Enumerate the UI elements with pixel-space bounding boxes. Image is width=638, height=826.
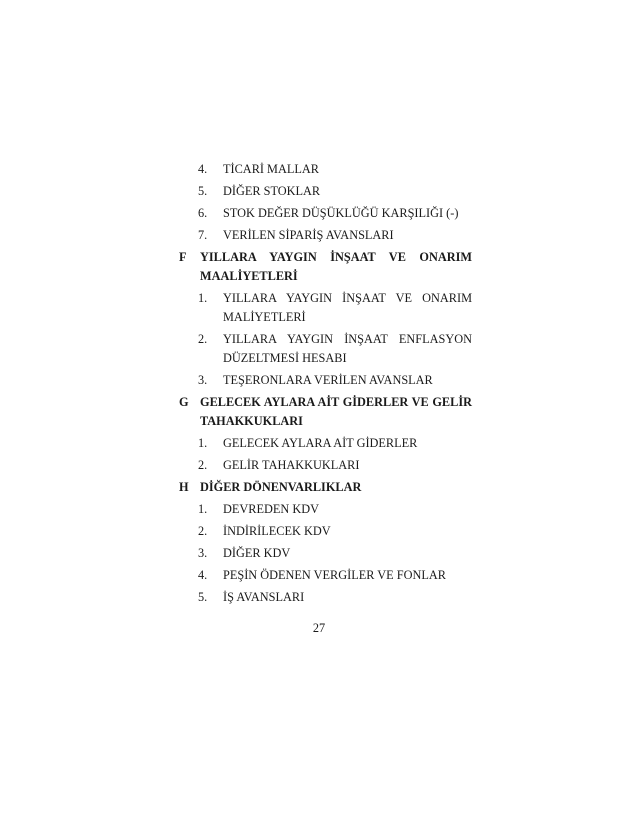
item-text: YILLARA YAYGIN İNŞAAT ENFLASYON DÜZELTMESİ HESABI xyxy=(223,332,472,365)
section-title: YILLARA YAYGIN İNŞAAT VE ONARIM MAALİYETLERİ xyxy=(200,250,472,283)
list-item xyxy=(198,588,472,607)
section-heading-h xyxy=(179,478,472,497)
item-text: DİĞER STOKLAR xyxy=(223,184,321,198)
item-text: VERİLEN SİPARİŞ AVANSLARI xyxy=(223,228,394,242)
item-number: 3. xyxy=(198,373,208,387)
list-item xyxy=(198,434,472,453)
section-letter: H xyxy=(179,480,189,494)
list-item xyxy=(198,289,472,327)
page-number: 27 xyxy=(312,621,326,635)
list-item xyxy=(198,522,472,541)
list-item xyxy=(198,226,472,245)
item-text: TEŞERONLARA VERİLEN AVANSLAR xyxy=(223,373,433,387)
item-number: 5. xyxy=(198,590,208,604)
list-item xyxy=(198,330,472,368)
item-number: 2. xyxy=(198,524,208,538)
item-number: 6. xyxy=(198,206,208,220)
item-text: YILLARA YAYGIN İNŞAAT VE ONARIM MALİYETLERİ xyxy=(223,291,472,324)
item-number: 7. xyxy=(198,228,208,242)
item-text: GELİR TAHAKKUKLARI xyxy=(223,458,360,472)
item-text: İŞ AVANSLARI xyxy=(223,590,305,604)
item-text: İNDİRİLECEK KDV xyxy=(223,524,331,538)
item-text: STOK DEĞER DÜŞÜKLÜĞÜ KARŞILIĞI (-) xyxy=(223,206,459,220)
item-number: 5. xyxy=(198,184,208,198)
item-number: 1. xyxy=(198,291,208,305)
list-item xyxy=(198,204,472,223)
list-item xyxy=(198,544,472,563)
section-letter: G xyxy=(179,395,189,409)
section-letter: F xyxy=(179,250,187,264)
list-item xyxy=(198,371,472,390)
section-title: GELECEK AYLARA AİT GİDERLER VE GELİR TAHAKKUKLARI xyxy=(200,395,472,428)
list-item xyxy=(198,500,472,519)
list-item xyxy=(198,566,472,585)
item-text: GELECEK AYLARA AİT GİDERLER xyxy=(223,436,418,450)
item-text: TİCARİ MALLAR xyxy=(223,162,319,176)
item-text: DEVREDEN KDV xyxy=(223,502,319,516)
section-title: DİĞER DÖNENVARLIKLAR xyxy=(200,480,362,494)
section-heading-g xyxy=(179,393,472,431)
item-text: DİĞER KDV xyxy=(223,546,291,560)
item-number: 3. xyxy=(198,546,208,560)
item-number: 4. xyxy=(198,162,208,176)
item-number: 2. xyxy=(198,332,208,346)
page-content xyxy=(179,160,472,607)
item-text: PEŞİN ÖDENEN VERGİLER VE FONLAR xyxy=(223,568,446,582)
item-number: 2. xyxy=(198,458,208,472)
item-number: 1. xyxy=(198,436,208,450)
section-heading-f xyxy=(179,248,472,286)
list-item xyxy=(198,182,472,201)
item-number: 4. xyxy=(198,568,208,582)
list-item xyxy=(198,456,472,475)
item-number: 1. xyxy=(198,502,208,516)
list-item xyxy=(198,160,472,179)
